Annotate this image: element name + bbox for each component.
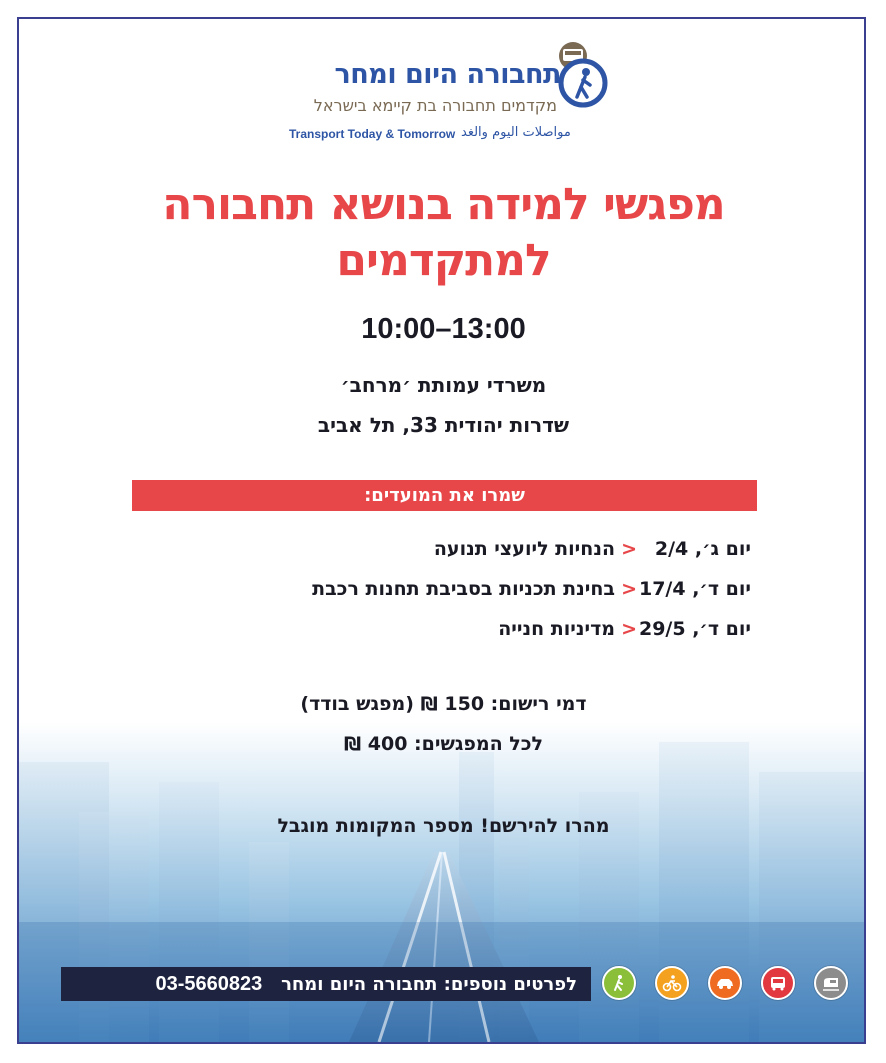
session-topic: מדיניות חנייה [498,618,615,640]
fee-single: דמי רישום: 150 ₪ (מפגש בודד) [300,693,587,715]
bicycle-icon [655,966,689,1000]
bus-icon [761,966,795,1000]
save-dates-banner: שמרו את המועדים: [132,480,757,511]
arrow-icon: < [621,578,637,600]
session-list [191,529,751,649]
arrow-icon: < [621,538,637,560]
registration-call-to-action: מהרו להירשם! מספר המקומות מוגבל [277,815,610,837]
session-item [191,609,751,649]
venue-name: משרדי עמותת ׳מרחב׳ [340,373,547,397]
logo-hebrew-subtitle: מקדמים תחבורה בת קיימא בישראל [313,96,557,115]
session-date: יום ג׳, 2/4 [654,538,751,560]
car-icon [708,966,742,1000]
transport-mode-icons [602,966,852,1002]
flyer-frame [17,17,866,1044]
headline-line-2: למתקדמים [336,235,551,286]
session-date: יום ד׳, 29/5 [638,618,751,640]
session-topic: בחינת תכניות בסביבת תחנות רכבת [312,578,615,600]
headline-line-1: מפגשי למידה בנושא תחבורה [162,179,725,230]
venue-address: שדרות יהודית 33, תל אביב [317,413,570,437]
contact-footer [61,967,591,1001]
arrow-icon: < [621,618,637,640]
session-date: יום ד׳, 17/4 [638,578,751,600]
session-item [191,529,751,569]
event-time: 10:00–13:00 [361,313,526,345]
logo-hebrew-title: תחבורה היום ומחר [334,59,561,90]
walking-person-icon [602,966,636,1000]
train-icon [814,966,848,1000]
contact-label: לפרטים נוספים: תחבורה היום ומחר [281,974,577,995]
fee-all: לכל המפגשים: 400 ₪ [343,733,544,755]
logo-walker-icon [557,47,609,109]
session-topic: הנחיות ליועצי תנועה [433,538,615,560]
logo-arabic-title: مواصلات اليوم والغد [461,125,571,140]
session-item [191,569,751,609]
contact-phone: 03-5660823 [155,973,263,995]
organization-logo [289,41,609,151]
logo-english-title: Transport Today & Tomorrow [289,127,456,141]
